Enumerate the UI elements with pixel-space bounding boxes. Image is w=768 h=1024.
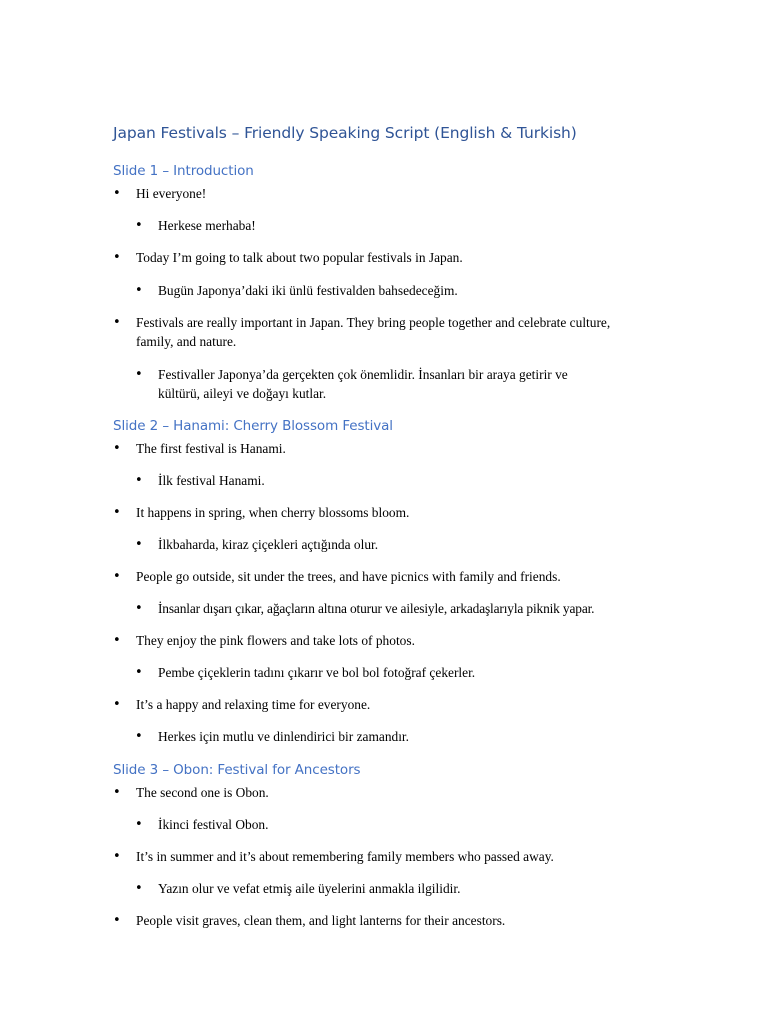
- list-item-text: Hi everyone!: [136, 186, 207, 201]
- sub-list-item: [135, 216, 663, 235]
- bullet-icon: •: [113, 785, 121, 800]
- list-item: [113, 631, 636, 650]
- list-item-text: The first festival is Hanami.: [136, 441, 286, 456]
- bullet-icon: •: [113, 697, 121, 712]
- bullet-icon: •: [135, 473, 143, 488]
- bullet-icon: •: [113, 569, 121, 584]
- sub-list-item: [135, 663, 663, 682]
- list-item-text: Bugün Japonya’daki iki ünlü festivalden bahsedeceğim.: [158, 283, 458, 298]
- list-item-text: Herkes için mutlu ve dinlendirici bir zamandır.: [158, 729, 410, 744]
- list-item-text: Pembe çiçeklerin tadını çıkarır ve bol bol fotoğraf çekerler.: [158, 665, 476, 680]
- list-item-text: People go outside, sit under the trees, and have picnics with family and friends.: [136, 569, 561, 584]
- bullet-icon: •: [113, 913, 121, 928]
- list-item: [113, 439, 636, 458]
- list-item-text: The second one is Obon.: [136, 785, 269, 800]
- bullet-icon: •: [113, 633, 121, 648]
- bullet-icon: •: [113, 315, 121, 330]
- bullet-icon: •: [135, 218, 143, 233]
- list-item: [113, 695, 636, 714]
- list-item: [113, 248, 636, 267]
- bullet-icon: •: [135, 367, 143, 382]
- bullet-icon: •: [135, 817, 143, 832]
- list-item-text: İnsanlar dışarı çıkar, ağaçların altına oturur ve ailesiyle, arkadaşlarıyla piknik yapar.: [158, 601, 595, 616]
- list-item: [113, 184, 636, 203]
- sub-list-item: [135, 879, 663, 898]
- bullet-icon: •: [113, 250, 121, 265]
- sub-list-item: [135, 599, 663, 618]
- list-item-text: They enjoy the pink flowers and take lots of photos.: [136, 633, 415, 648]
- sub-list-item: [135, 471, 663, 490]
- list-item: [113, 783, 636, 802]
- list-item: [113, 567, 636, 586]
- slide-2-heading: Slide 2 – Hanami: Cherry Blossom Festival: [113, 418, 393, 434]
- bullet-icon: •: [113, 441, 121, 456]
- list-item: [113, 503, 636, 522]
- bullet-icon: •: [113, 849, 121, 864]
- list-item: [113, 847, 636, 866]
- bullet-icon: •: [135, 283, 143, 298]
- bullet-icon: •: [113, 186, 121, 201]
- list-item-text: It’s a happy and relaxing time for everyone.: [136, 697, 371, 712]
- sub-list-item: [135, 365, 613, 403]
- bullet-icon: •: [135, 537, 143, 552]
- bullet-icon: •: [135, 881, 143, 896]
- list-item-text: Festivaller Japonya’da gerçekten çok önemlidir. İnsanları bir araya getirir ve kültürü, aileyi ve doğayı kutlar.: [158, 367, 568, 401]
- sub-list-item: [135, 815, 663, 834]
- bullet-icon: •: [135, 601, 143, 616]
- sub-list-item: [135, 535, 663, 554]
- list-item-text: Herkese merhaba!: [158, 218, 256, 233]
- document-title: Japan Festivals – Friendly Speaking Script (English & Turkish): [113, 124, 577, 142]
- list-item-text: Today I’m going to talk about two popular festivals in Japan.: [136, 250, 463, 265]
- list-item-text: People visit graves, clean them, and light lanterns for their ancestors.: [136, 913, 506, 928]
- list-item-text: İlkbaharda, kiraz çiçekleri açtığında olur.: [158, 537, 379, 552]
- list-item-text: İkinci festival Obon.: [158, 817, 269, 832]
- list-item: [113, 911, 636, 930]
- list-item-text: İlk festival Hanami.: [158, 473, 265, 488]
- bullet-icon: •: [135, 665, 143, 680]
- list-item-text: Festivals are really important in Japan. They bring people together and celebrate culture, family, and nature.: [136, 315, 611, 349]
- bullet-icon: •: [135, 729, 143, 744]
- list-item: [113, 313, 616, 351]
- list-item-text: It’s in summer and it’s about remembering family members who passed away.: [136, 849, 554, 864]
- list-item-text: It happens in spring, when cherry blossoms bloom.: [136, 505, 410, 520]
- list-item-text: Yazın olur ve vefat etmiş aile üyelerini anmakla ilgilidir.: [158, 881, 461, 896]
- sub-list-item: [135, 281, 663, 300]
- bullet-icon: •: [113, 505, 121, 520]
- slide-1-heading: Slide 1 – Introduction: [113, 163, 254, 179]
- sub-list-item: [135, 727, 663, 746]
- slide-3-heading: Slide 3 – Obon: Festival for Ancestors: [113, 762, 361, 778]
